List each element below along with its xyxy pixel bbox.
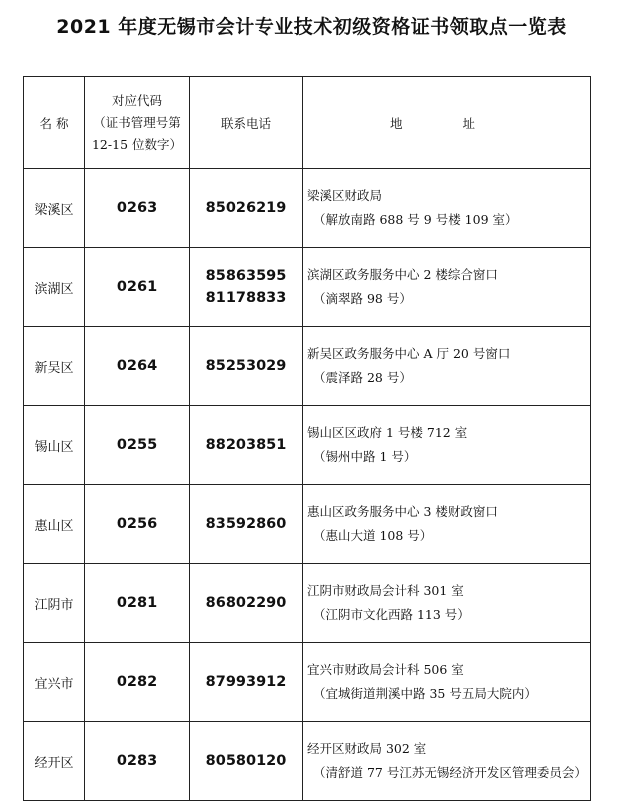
district-name: 宜兴市 (24, 643, 85, 722)
table-row (24, 169, 591, 248)
address-office: 惠山区政务服务中心 3 楼财政窗口 (307, 504, 498, 519)
address-street: （滴翠路 98 号） (313, 291, 412, 306)
address-cell (303, 643, 591, 722)
code-value: 0283 (85, 722, 190, 801)
address-office: 江阴市财政局会计科 301 室 (307, 583, 464, 598)
table-row (24, 406, 591, 485)
phone-cell (190, 485, 303, 564)
header-code-line3: 12-15 位数字） (91, 136, 182, 152)
phone-number: 86802290 (205, 595, 287, 611)
table-row (24, 564, 591, 643)
code-value: 0263 (85, 169, 190, 248)
address-cell (303, 248, 591, 327)
phone-number: 85863595 (205, 268, 287, 284)
address-cell (303, 169, 591, 248)
district-name: 锡山区 (24, 406, 85, 485)
code-value: 0255 (85, 406, 190, 485)
table-row (24, 248, 591, 327)
certificate-pickup-table (23, 76, 591, 801)
phone-cell (190, 564, 303, 643)
address-office: 锡山区区政府 1 号楼 712 室 (307, 425, 468, 440)
phone-number: 81178833 (205, 290, 287, 306)
table-header-row (24, 77, 591, 169)
phone-cell (190, 327, 303, 406)
address-street: （惠山大道 108 号） (313, 528, 433, 543)
phone-number: 85253029 (205, 358, 287, 374)
address-street: （解放南路 688 号 9 号楼 109 室） (313, 212, 518, 227)
address-cell (303, 406, 591, 485)
address-office: 宜兴市财政局会计科 506 室 (307, 662, 464, 677)
code-value: 0261 (85, 248, 190, 327)
table-row (24, 643, 591, 722)
district-name: 滨湖区 (24, 248, 85, 327)
phone-cell (190, 248, 303, 327)
district-name: 梁溪区 (24, 169, 85, 248)
address-street: （江阴市文化西路 113 号） (313, 607, 470, 622)
address-street: （清舒道 77 号江苏无锡经济开发区管理委员会） (313, 765, 587, 780)
address-cell (303, 485, 591, 564)
header-code-line1: 对应代码 (111, 92, 162, 108)
phone-cell (190, 643, 303, 722)
code-value: 0264 (85, 327, 190, 406)
address-cell (303, 722, 591, 801)
phone-cell (190, 169, 303, 248)
address-street: （宜城街道荆溪中路 35 号五局大院内） (313, 686, 537, 701)
address-office: 梁溪区财政局 (307, 188, 383, 203)
table-row (24, 327, 591, 406)
header-code-line2: （证书管理号第 (93, 114, 181, 130)
phone-cell (190, 722, 303, 801)
address-office: 新吴区政务服务中心 A 厅 20 号窗口 (307, 346, 511, 361)
district-name: 经开区 (24, 722, 85, 801)
address-office: 滨湖区政务服务中心 2 楼综合窗口 (307, 267, 498, 282)
phone-number: 85026219 (205, 200, 287, 216)
address-office: 经开区财政局 302 室 (307, 741, 427, 756)
district-name: 江阴市 (24, 564, 85, 643)
header-address: 地 址 (303, 77, 591, 169)
document-title: 2021 年度无锡市会计专业技术初级资格证书领取点一览表 (56, 16, 567, 38)
header-phone: 联系电话 (190, 77, 303, 169)
address-street: （锡州中路 1 号） (313, 449, 417, 464)
address-cell (303, 327, 591, 406)
code-value: 0256 (85, 485, 190, 564)
phone-cell (190, 406, 303, 485)
address-cell (303, 564, 591, 643)
code-value: 0281 (85, 564, 190, 643)
phone-number: 80580120 (205, 753, 287, 769)
header-name: 名 称 (24, 77, 85, 169)
district-name: 惠山区 (24, 485, 85, 564)
address-street: （震泽路 28 号） (313, 370, 412, 385)
header-code (85, 77, 190, 169)
phone-number: 87993912 (205, 674, 287, 690)
table-row (24, 722, 591, 801)
district-name: 新吴区 (24, 327, 85, 406)
phone-number: 88203851 (205, 437, 287, 453)
code-value: 0282 (85, 643, 190, 722)
table-row (24, 485, 591, 564)
phone-number: 83592860 (205, 516, 287, 532)
